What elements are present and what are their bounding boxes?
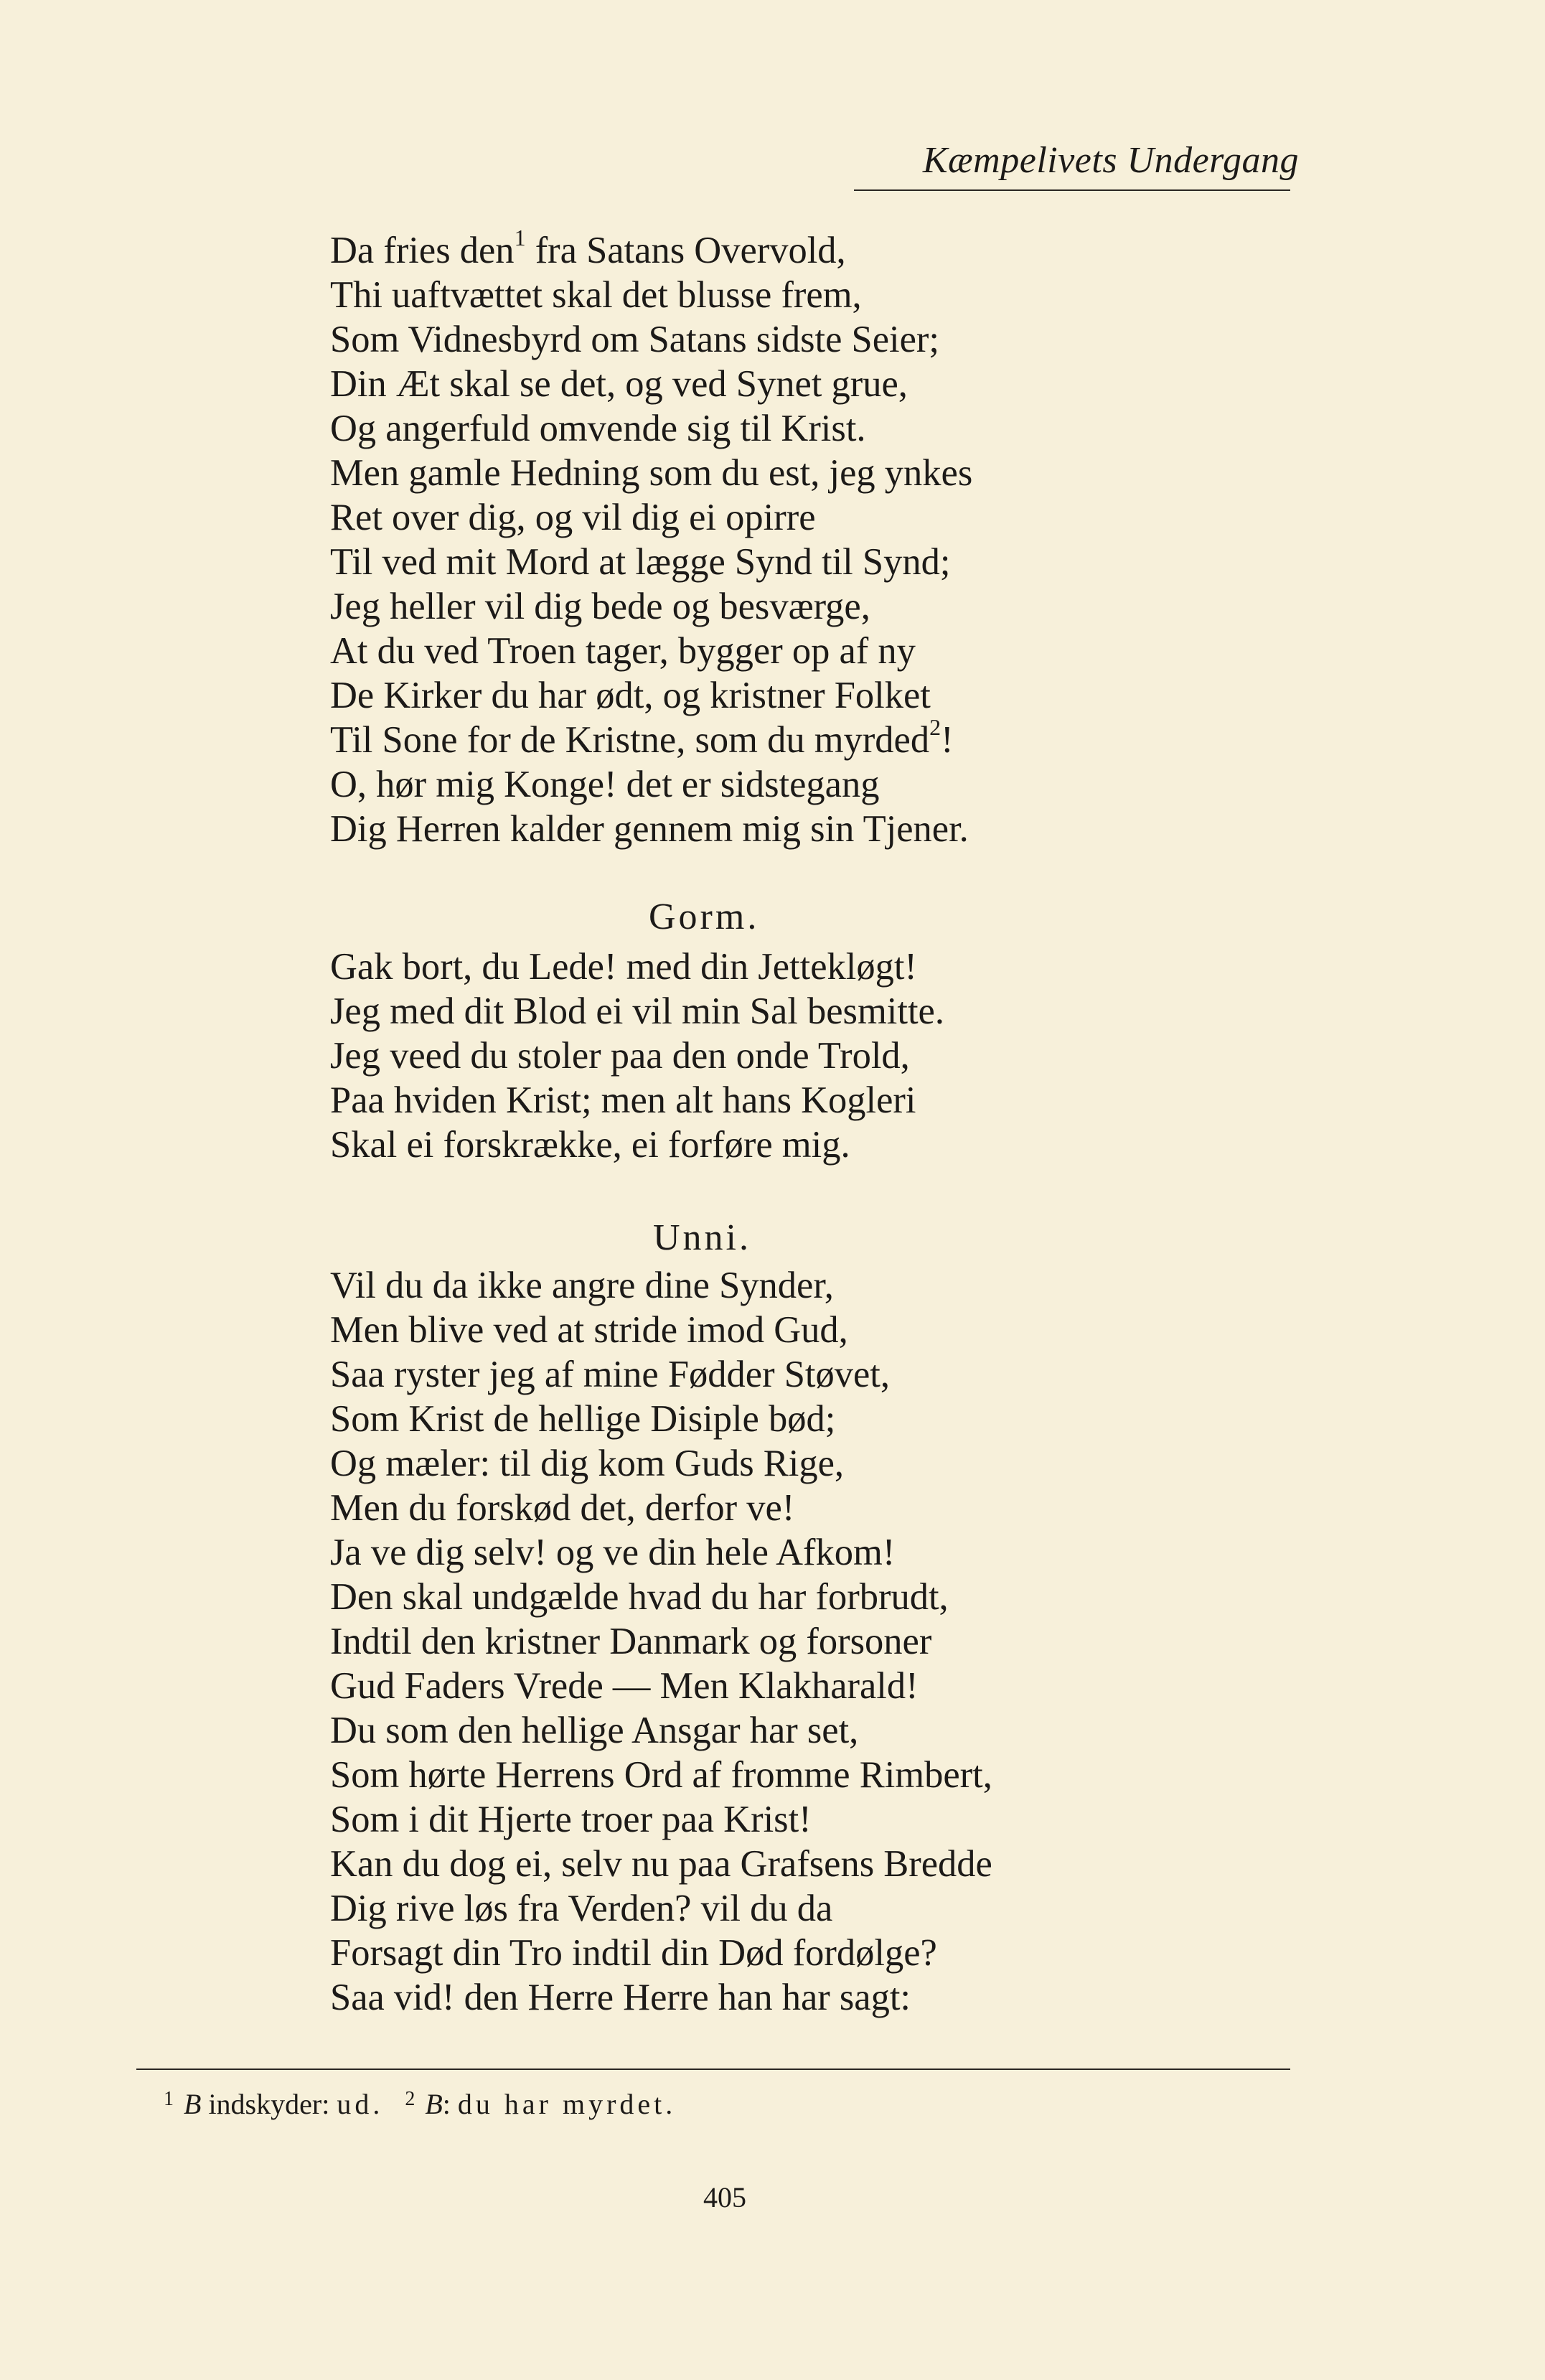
- footnote-ref[interactable]: 2: [929, 713, 941, 740]
- verse-line: Til ved mit Mord at lægge Synd til Synd;: [330, 541, 951, 583]
- verse-line: Saa vid! den Herre Herre han har sagt:: [330, 1977, 911, 2018]
- verse-line: Den skal undgælde hvad du har forbrudt,: [330, 1576, 949, 1618]
- verse-line: O, hør mig Konge! det er sidstegang: [330, 764, 880, 805]
- verse-line: Kan du dog ei, selv nu paa Grafsens Bredde: [330, 1843, 992, 1885]
- page-number: 405: [703, 2181, 746, 2213]
- verse-line: Din Æt skal se det, og ved Synet grue,: [330, 363, 908, 405]
- verse-line: De Kirker du har ødt, og kristner Folket: [330, 675, 931, 716]
- running-header: Kæmpelivets Undergang: [922, 140, 1299, 181]
- verse-line: Skal ei forskrække, ei forføre mig.: [330, 1124, 850, 1166]
- verse-line: Som Krist de hellige Disiple bød;: [330, 1398, 836, 1440]
- footnote-text: :: [442, 2088, 458, 2120]
- footnote-siglum: B: [184, 2088, 202, 2120]
- verse-line: At du ved Troen tager, bygger op af ny: [330, 630, 916, 672]
- verse-line: Thi uaftvættet skal det blusse frem,: [330, 274, 862, 316]
- verse-line: Gak bort, du Lede! med din Jettekløgt!: [330, 946, 917, 988]
- footnote-rule: [136, 2069, 1290, 2070]
- verse-line: Jeg med dit Blod ei vil min Sal besmitte.: [330, 990, 944, 1032]
- verse-line: Men du forskød det, derfor ve!: [330, 1487, 795, 1529]
- footnote-number: 2: [405, 2088, 415, 2110]
- header-rule: [854, 189, 1290, 191]
- verse-block-1: [330, 224, 973, 851]
- verse-line: Som hørte Herrens Ord af fromme Rimbert,: [330, 1754, 992, 1796]
- verse-line: Du som den hellige Ansgar har set,: [330, 1710, 859, 1751]
- verse-line: Og mæler: til dig kom Guds Rige,: [330, 1443, 845, 1484]
- verse-line: Ret over dig, og vil dig ei opirre: [330, 497, 816, 538]
- verse-line: Til Sone for de Kristne, som du myrded$^2$!: [330, 713, 954, 761]
- verse-line: Dig Herren kalder gennem mig sin Tjener.: [330, 808, 969, 850]
- footnote-number: 1: [164, 2088, 174, 2110]
- verse-line: Men blive ved at stride imod Gud,: [330, 1309, 848, 1351]
- verse-line: Som i dit Hjerte troer paa Krist!: [330, 1799, 812, 1840]
- footnote-siglum: B: [425, 2088, 443, 2120]
- verse-line: Ja ve dig selv! og ve din hele Afkom!: [330, 1532, 896, 1573]
- footnote-ref[interactable]: 1: [514, 224, 526, 250]
- verse-line: Som Vidnesbyrd om Satans sidste Seier;: [330, 319, 939, 360]
- verse-line: Jeg heller vil dig bede og besværge,: [330, 586, 870, 627]
- footnote-variant: du har myrdet.: [457, 2088, 677, 2120]
- verse-line: Saa ryster jeg af mine Fødder Støvet,: [330, 1354, 891, 1395]
- verse-line: Forsagt din Tro indtil din Død fordølge?: [330, 1932, 937, 1974]
- footnotes: [164, 2084, 676, 2128]
- verse-line: Dig rive løs fra Verden? vil du da: [330, 1888, 833, 1929]
- footnote-text: indskyder:: [201, 2088, 337, 2120]
- verse-line: Paa hviden Krist; men alt hans Kogleri: [330, 1079, 916, 1121]
- speaker-name-gorm: Gorm.: [649, 896, 760, 937]
- verse-line: Jeg veed du stoler paa den onde Trold,: [330, 1035, 910, 1077]
- verse-line: Da fries den$^1$ fra Satans Overvold,: [330, 224, 846, 271]
- speaker-name-unni: Unni.: [653, 1217, 751, 1258]
- verse-line: Indtil den kristner Danmark og forsoner: [330, 1621, 932, 1662]
- verse-line: Og angerfuld omvende sig til Krist.: [330, 408, 866, 449]
- verse-line: Vil du da ikke angre dine Synder,: [330, 1265, 834, 1306]
- verse-block-2: [330, 945, 944, 1167]
- verse-block-3: [330, 1263, 992, 2020]
- verse-line: Men gamle Hedning som du est, jeg ynkes: [330, 452, 973, 494]
- footnote-variant: ud.: [337, 2088, 384, 2120]
- verse-line: Gud Faders Vrede — Men Klakharald!: [330, 1665, 919, 1707]
